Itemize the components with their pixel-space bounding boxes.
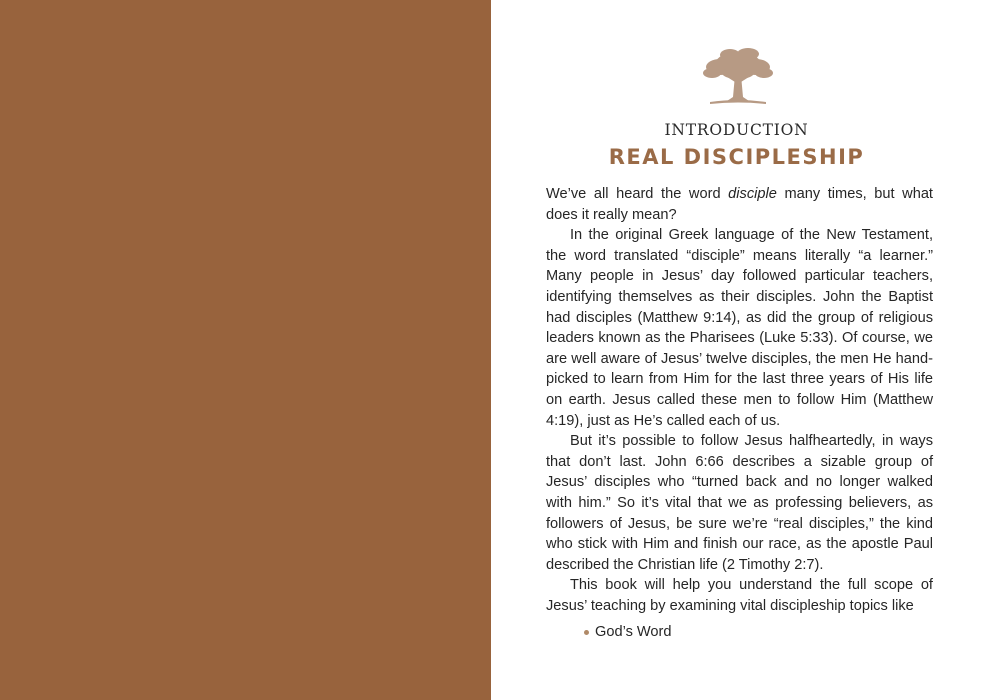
book-page <box>491 0 982 700</box>
paragraph-1-end: many times, but what does it really mean? <box>546 186 933 223</box>
paragraph-1-start: We’ve all heard the word <box>546 186 729 202</box>
paragraph-4: This book will help you understand the full scope of Jesus’ teaching by examining vital discipleship topics like <box>546 577 933 614</box>
emphasis-disciple: disciple <box>728 186 777 202</box>
bullet-dot-icon <box>584 630 589 635</box>
list-item-label: God’s Word <box>595 624 672 641</box>
body-text <box>546 184 933 643</box>
paragraph-2: In the original Greek language of the New Testament, the word translated “disciple” means literally “a learner.” Many people in Jesus’ day followed particular teachers, identifying themselves as their disciples. John the Baptist had disciples (Matthew 9:14), as did the group of religious leaders known as the Pharisees (Luke 5:33). Of course, we are well aware of Jesus’ twelve disciples, the men He hand-picked to learn from Him for the last three years of His life on earth. Jesus called these men to follow Him (Matthew 4:19), just as He’s called each of us. <box>546 227 933 429</box>
chapter-title: REAL DISCIPLESHIP <box>608 145 865 169</box>
tree-icon <box>702 45 774 107</box>
topic-list <box>546 622 933 643</box>
paragraph-3: But it’s possible to follow Jesus halfheartedly, in ways that don’t last. John 6:66 describes a sizable group of Jesus’ disciples who “turned back and no longer walked with him.” So it’s vital that we as professing believers, as followers of Jesus, be sure we’re “real disciples,” the kind who stick with Him and finish our race, as the apostle Paul described the Christian life (2 Timothy 2:7). <box>546 433 933 573</box>
paragraph-1 <box>546 184 933 225</box>
chapter-label: INTRODUCTION <box>664 121 809 139</box>
list-item <box>584 622 933 643</box>
